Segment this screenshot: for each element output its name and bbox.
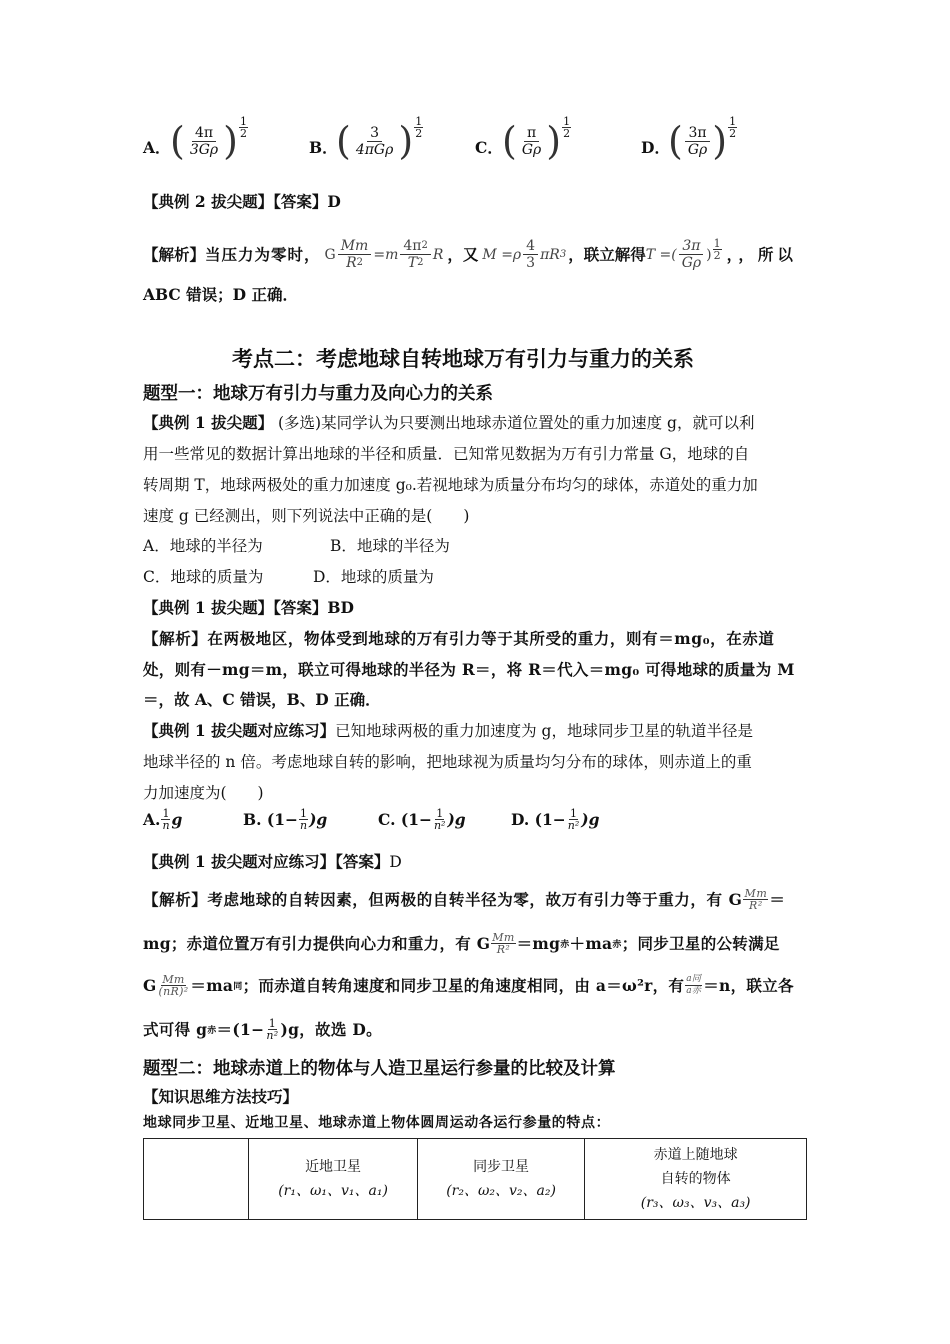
option-c-label: C．	[475, 138, 503, 157]
ex1-option-b: B．地球的半径为	[330, 537, 450, 555]
option-c-expr: ( $\frac{\pi}{G\rho}$ ) $\frac{1}{2}$	[502, 115, 571, 163]
option-d	[641, 138, 670, 158]
ex1p-analysis-line4: 式可得 g 赤 ＝(1− $\frac{1}{\text{n²}}$ )g，故选 D。	[143, 1017, 382, 1042]
comparison-table	[143, 1138, 807, 1220]
ex1-line1: 【典例 1 拔尖题】 (多选)某同学认为只要测出地球赤道位置处的重力加速度 g，就可以利	[143, 413, 755, 432]
option-a-expr: ( $\frac{4\pi}{3G\rho}$ ) $\frac{1}{2}$	[170, 115, 247, 163]
option-d-expr: ( $\frac{3\pi}{G\rho}$ ) $\frac{1}{2}$	[668, 115, 737, 163]
ex1p-line1: 【典例 1 拔尖题对应练习】已知地球两极的重力加速度为 g，地球同步卫星的轨道半径是	[143, 721, 753, 740]
table-header-near-earth: 近地卫星 (r₁、ω₁、v₁、a₁)	[249, 1139, 418, 1220]
ex1p-line3: 力加速度为( )	[143, 784, 264, 802]
ex1-analysis-line1: 【解析】在两极地区，物体受到地球的万有引力等于其所受的重力，则有＝mg₀，在赤道	[143, 629, 775, 648]
option-c	[475, 138, 503, 158]
ex1p-option-d: D. (1− $\frac{1}{\text{n²}}$ )g	[511, 807, 600, 832]
ex1-analysis-line2: 处，则有－mg＝m，联立可得地球的半径为 R＝，将 R＝代入＝mg₀ 可得地球的质量为 M	[143, 660, 795, 679]
ex2-analysis: 【解析】 当压力为零时， G $\frac{Mm}{R^2}$ =m $\frac{4\pi^2}{T^2}$ R ，又 M =ρ $\frac{4}{3}$ πR 3 ，联立解得 T =( $\frac{3\pi}{G\rho}$ ) $\frac{1}{2}$ ，，所以	[143, 237, 797, 271]
method-title: 【知识思维方法技巧】	[143, 1087, 299, 1106]
table-header-geosync: 同步卫星 (r₂、ω₂、v₂、a₂)	[417, 1139, 585, 1220]
ex1-option-a: A．地球的半径为	[143, 537, 263, 555]
ex1-analysis-line3: ＝，故 A、C 错误，B、D 正确．	[143, 690, 381, 709]
ex1p-analysis-line3: G $\frac{Mm}{\text{(nR)²}}$ ＝ma 同 ；而赤道自转角速度和同步卫星的角速度相同，由 a＝ω²r，有 $\frac{\text{a同}}{\text{a赤}}$ ＝n，联立各	[143, 973, 794, 998]
ex2-analysis-line2: ABC 错误；D 正确．	[143, 285, 298, 304]
option-b-expr: ( $\frac{3}{\text{4πGρ}}$ ) $\frac{1}{2}$	[336, 115, 423, 163]
ex1p-analysis-line2: mg；赤道位置万有引力提供向心力和重力，有 G $\frac{Mm}{\text{R²}}$ ＝mg 赤 ＋ma 赤 ；同步卫星的公转满足	[143, 931, 780, 956]
ex1-option-c: C．地球的质量为	[143, 568, 264, 586]
table-header-row	[144, 1139, 807, 1220]
ex1p-answer: 【典例 1 拔尖题对应练习】【答案】D	[143, 852, 402, 871]
ex1p-option-a: A. $\frac{1}{n}$ g	[143, 807, 183, 832]
ex1-option-d: D．地球的质量为	[313, 568, 434, 586]
section-title: 考点二：考虑地球自转地球万有引力与重力的关系	[232, 347, 694, 371]
ex1-answer: 【典例 1 拔尖题】【答案】BD	[143, 598, 354, 617]
ex2-answer: 【典例 2 拔尖题】【答案】D	[143, 192, 341, 211]
type2-title: 题型二：地球赤道上的物体与人造卫星运行参量的比较及计算	[143, 1059, 616, 1079]
option-a-label: A．	[143, 138, 171, 157]
ex1p-option-c: C. (1− $\frac{1}{\text{n²}}$ )g	[378, 807, 466, 832]
ex1-line3: 转周期 T，地球两极处的重力加速度 g₀.若视地球为质量分布均匀的球体，赤道处的重力加	[143, 476, 758, 494]
ex1-line2: 用一些常见的数据计算出地球的半径和质量．已知常见数据为万有引力常量 G，地球的自	[143, 445, 750, 463]
option-a	[143, 138, 171, 158]
ex1-line4: 速度 g 已经测出，则下列说法中正确的是( )	[143, 507, 470, 525]
ex1p-line2: 地球半径的 n 倍。考虑地球自转的影响，把地球视为质量均匀分布的球体，则赤道上的重	[143, 753, 752, 771]
table-corner-cell	[144, 1139, 249, 1220]
method-text: 地球同步卫星、近地卫星、地球赤道上物体圆周运动各运行参量的特点：	[143, 1115, 611, 1131]
ex1p-option-b: B. (1− $\frac{1}{n}$ )g	[243, 807, 328, 832]
table-header-equator-object: 赤道上随地球 自转的物体 (r₃、ω₃、v₃、a₃)	[585, 1139, 807, 1220]
ex1p-analysis-line1: 【解析】 考虑地球的自转因素，但两极的自转半径为零，故万有引力等于重力，有 G $\frac{Mm}{\text{R²}}$ ＝	[143, 887, 786, 912]
option-b-label: B．	[309, 138, 338, 157]
option-b	[309, 138, 338, 158]
option-d-label: D．	[641, 138, 670, 157]
type1-title: 题型一：地球万有引力与重力及向心力的关系	[143, 384, 493, 404]
